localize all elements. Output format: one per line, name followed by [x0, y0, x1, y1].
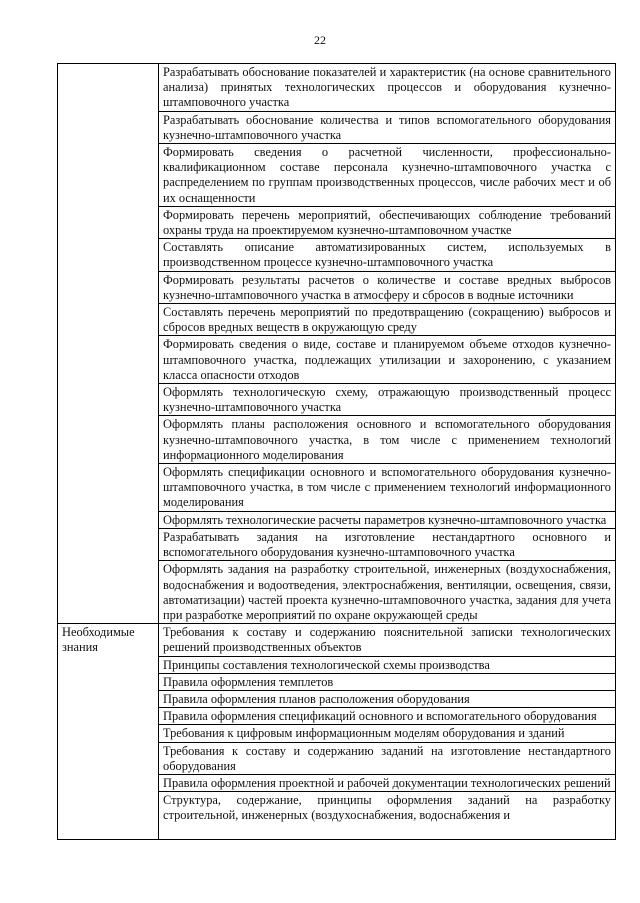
row-text-content: Оформлять спецификации основного и вспомогательного оборудования кузнечно-штамповочного участка, в том числе с применением технологий информационного моделирования: [163, 465, 611, 510]
row-text: [159, 690, 616, 707]
row-text-content: Разрабатывать обоснование показателей и характеристик (на основе сравнительного анализа) принятых технологических процессов и оборудования кузнечно-штамповочного участка: [163, 65, 611, 110]
row-text: [159, 656, 616, 673]
row-text: [159, 511, 616, 528]
page-number: 22: [314, 33, 326, 47]
row-text-content: Правила оформления темплетов: [163, 674, 334, 689]
row-text: [159, 624, 616, 656]
row-text: [159, 673, 616, 690]
row-text: [159, 528, 616, 560]
row-text: [159, 144, 616, 207]
row-text-content: Требования к цифровым информационным моделям оборудования и зданий: [163, 726, 565, 741]
row-text: [159, 792, 616, 840]
row-text: [159, 304, 616, 336]
row-text-content: Оформлять технологические расчеты параметров кузнечно-штамповочного участка: [163, 512, 607, 527]
section-label: [58, 64, 159, 624]
row-text-content: Правила оформления проектной и рабочей документации технологических решений: [163, 775, 611, 790]
row-text-content: Оформлять планы расположения основного и вспомогательного оборудования кузнечно-штамповочного участка, в том числе с применением технологий информационного моделирования: [163, 417, 611, 462]
row-text: [159, 725, 616, 742]
row-text-content: Разрабатывать обоснование количества и типов вспомогательного оборудования кузнечно-штамповочного участка: [163, 112, 611, 142]
table-row: [58, 64, 616, 112]
row-text: [159, 239, 616, 271]
row-text-content: Формировать результаты расчетов о количестве и составе вредных выбросов кузнечно-штамповочного участка в атмосферу и сбросов в водные источники: [163, 272, 611, 302]
row-text-content: Правила оформления планов расположения оборудования: [163, 691, 470, 706]
row-text: [159, 206, 616, 238]
row-text: [159, 111, 616, 143]
row-text-content: Разрабатывать задания на изготовление нестандартного основного и вспомогательного оборудования кузнечно-штамповочного участка: [163, 529, 611, 560]
row-text: [159, 774, 616, 791]
row-text-content: Требования к составу и содержанию пояснительной записки технологических решений производственных объектов: [163, 625, 611, 655]
section-label: Необходимые знания: [58, 624, 159, 840]
row-text-content: Структура, содержание, принципы оформления заданий на разработку строительной, инженерных (воздухоснабжения, водоснабжения и: [163, 793, 611, 823]
row-text-content: Оформлять задания на разработку строительной, инженерных (воздухоснабжения, водоснабжения и водоотведения, электроснабжения, вентиляции, освещения, связи, автоматизации) частей проекта кузнечно-штамповочного участка, задания для учета при разработке мероприятий по охране окружающей среды: [163, 562, 611, 622]
row-text: [159, 64, 616, 112]
row-text: [159, 742, 616, 774]
row-text-content: Требования к составу и содержанию заданий на изготовление нестандартного оборудования: [163, 743, 611, 773]
table-body: [58, 64, 616, 840]
row-text: [159, 271, 616, 303]
row-text-content: Принципы составления технологической схемы производства: [163, 657, 490, 672]
competency-table: [57, 63, 616, 840]
row-text-content: Составлять описание автоматизированных систем, используемых в производственном процессе кузнечно-штамповочного участка: [163, 240, 611, 270]
row-text-content: Формировать перечень мероприятий, обеспечивающих соблюдение требований охраны труда на проектируемом кузнечно-штамповочном участке: [163, 207, 611, 238]
row-text-content: Оформлять технологическую схему, отражающую производственный процесс кузнечно-штамповочного участка: [163, 385, 611, 415]
row-text-content: Составлять перечень мероприятий по предотвращению (сокращению) выбросов и сбросов вредных веществ в окружающую среду: [163, 305, 611, 335]
row-text: [159, 464, 616, 512]
row-text: [159, 561, 616, 624]
row-text-content: Формировать сведения о расчетной численности, профессионально-квалификационном составе персонала кузнечно-штамповочного участка с распределением по группам производственных процессов, числе рабочих мест и об их оснащенности: [163, 145, 611, 205]
row-text: [159, 336, 616, 384]
row-text-content: Правила оформления спецификаций основного и вспомогательного оборудования: [163, 709, 597, 724]
row-text-content: Формировать сведения о виде, составе и планируемом объеме отходов кузнечно-штамповочного участка, подлежащих утилизации и захоронению, с указанием класса опасности отходов: [163, 337, 611, 382]
row-text: [159, 416, 616, 464]
table-row: [58, 624, 616, 656]
row-text: [159, 708, 616, 725]
row-text: [159, 384, 616, 416]
